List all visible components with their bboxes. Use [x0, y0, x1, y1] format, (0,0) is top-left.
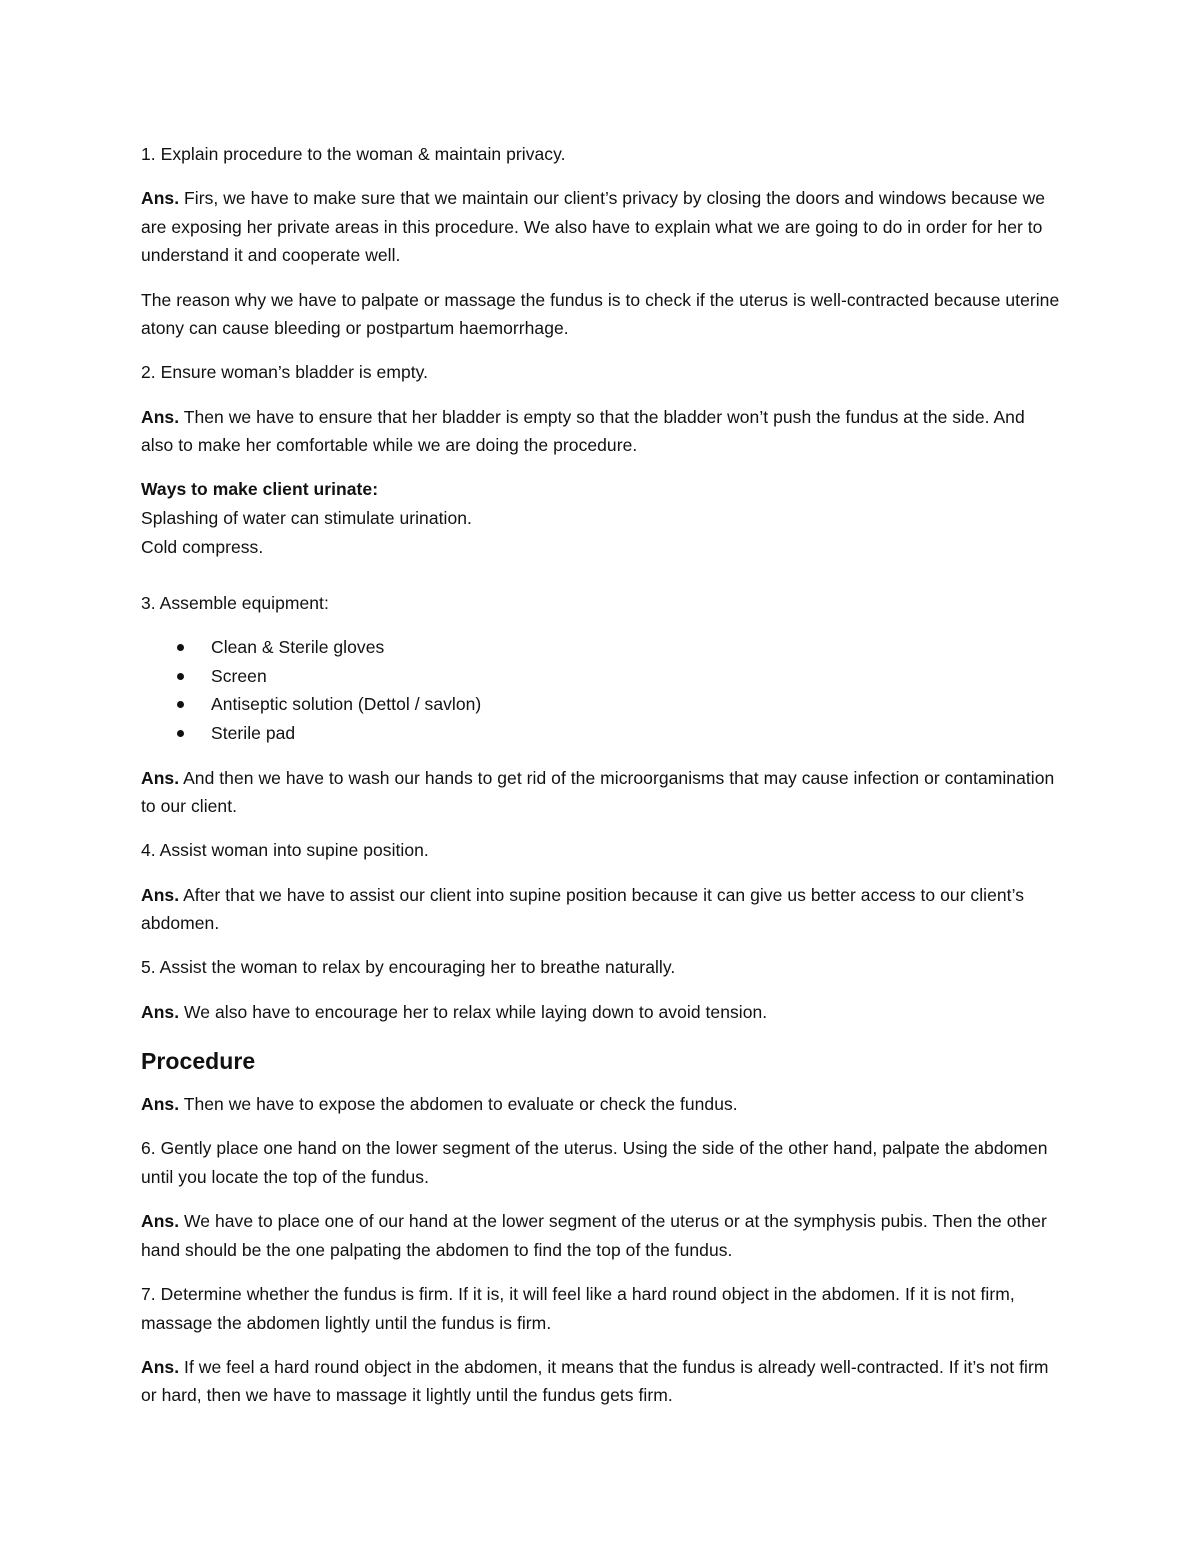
document-page — [141, 140, 1061, 1426]
step-2-question: 2. Ensure woman’s bladder is empty. — [141, 362, 429, 383]
urinate-line-2: Cold compress. — [141, 536, 264, 557]
step-3-answer — [141, 764, 1061, 821]
step-3-question: 3. Assemble equipment: — [141, 593, 329, 614]
ans-label: Ans. — [141, 1211, 180, 1232]
step-2-answer — [141, 403, 1061, 460]
procedure-answer — [141, 1090, 1061, 1119]
ans-label: Ans. — [141, 767, 180, 788]
step-1-note: The reason why we have to palpate or massage the fundus is to check if the uterus is well-contracted because uterine atony can cause bleeding or postpartum haemorrhage. — [141, 289, 1060, 339]
step-4-question: 4. Assist woman into supine position. — [141, 840, 429, 861]
answer-text: And then we have to wash our hands to get rid of the microorganisms that may cause infection or contamination to our client. — [141, 767, 1055, 817]
urinate-line-1: Splashing of water can stimulate urination. — [141, 507, 472, 528]
ans-label: Ans. — [141, 406, 180, 427]
equipment-list — [141, 633, 1061, 747]
ans-label: Ans. — [141, 1356, 180, 1377]
answer-text: We have to place one of our hand at the lower segment of the uterus or at the symphysis pubis. Then the other hand should be the one palpating the abdomen to find the top of the fundus. — [141, 1211, 1047, 1260]
list-item: Clean & Sterile gloves — [141, 633, 1061, 662]
list-item: Antiseptic solution (Dettol / savlon) — [141, 690, 1061, 719]
list-item: Sterile pad — [141, 719, 1061, 748]
step-6-answer — [141, 1207, 1061, 1264]
procedure-heading: Procedure — [141, 1048, 256, 1075]
list-item: Screen — [141, 662, 1061, 691]
ans-label: Ans. — [141, 884, 180, 905]
answer-text: After that we have to assist our client into supine position because it can give us better access to our client’s abdomen. — [141, 884, 1024, 934]
answer-text: If we feel a hard round object in the abdomen, it means that the fundus is already well-contracted. If it’s not firm or hard, then we have to massage it lightly until the fundus gets firm. — [141, 1356, 1049, 1406]
ans-label: Ans. — [141, 1094, 180, 1115]
step-5-question: 5. Assist the woman to relax by encouraging her to breathe naturally. — [141, 957, 676, 978]
step-6-question: 6. Gently place one hand on the lower segment of the uterus. Using the side of the other hand, palpate the abdomen until you locate the top of the fundus. — [141, 1138, 1048, 1187]
step-5-answer — [141, 998, 1061, 1027]
ans-label: Ans. — [141, 188, 180, 209]
answer-text: Then we have to ensure that her bladder is empty so that the bladder won’t push the fundus at the side. And also to make her comfortable while we are doing the procedure. — [141, 406, 1025, 456]
step-7-answer — [141, 1353, 1061, 1410]
step-4-answer — [141, 881, 1061, 938]
answer-text: Then we have to expose the abdomen to evaluate or check the fundus. — [179, 1094, 738, 1115]
ans-label: Ans. — [141, 1001, 180, 1022]
urinate-heading: Ways to make client urinate: — [141, 479, 379, 500]
answer-text: Firs, we have to make sure that we maintain our client’s privacy by closing the doors and windows because we are exposing her private areas in this procedure. We also have to explain what we are going to do in order for her to understand it and cooperate well. — [141, 188, 1046, 266]
step-7-question: 7. Determine whether the fundus is firm. If it is, it will feel like a hard round object in the abdomen. If it is not firm, massage the abdomen lightly until the fundus is firm. — [141, 1283, 1015, 1333]
step-1-answer — [141, 184, 1061, 270]
answer-text: We also have to encourage her to relax while laying down to avoid tension. — [179, 1001, 768, 1022]
step-1-question: 1. Explain procedure to the woman & maintain privacy. — [141, 144, 566, 164]
